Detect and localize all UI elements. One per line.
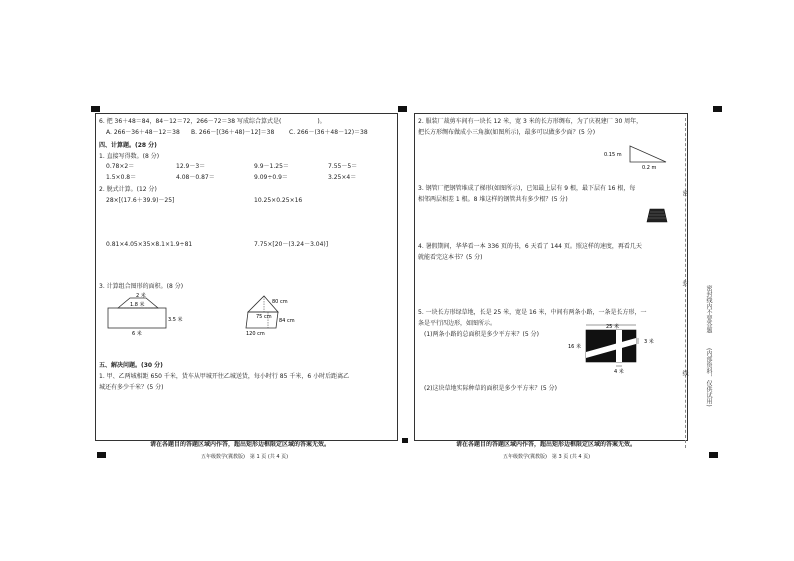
problem-5-question-1: (1)两条小路的总面积是多少平方米？(5 分) xyxy=(424,331,539,338)
problem-5-line2: 条是平行四边形，如图所示。 xyxy=(418,320,497,327)
page-footer: 五年级数学(冀教版) 第 1 页 (共 4 页) xyxy=(201,454,289,460)
step-calc-item: 10.25×0.25×16 xyxy=(254,197,303,204)
figure-rectangle xyxy=(108,308,166,328)
flag-triangle-figure xyxy=(604,140,674,170)
problem-5-question-2: (2)这块草地实际种草的面积是多少平方米？(5 分) xyxy=(424,385,557,392)
fig2-label-bottom: 120 cm xyxy=(246,331,265,337)
composite-figure-house xyxy=(100,290,183,338)
problem-3-line1: 3. 钢管厂把钢管堆成了梯形(如图所示)，已知最上层有 9 根，最下层有 16 根，每 xyxy=(418,185,636,192)
problem-1-line1: 1. 甲、乙两城相距 650 千米，货车从甲城开往乙城送货，每小时行 85 千米，6 小时后距离乙 xyxy=(99,373,350,380)
section-5-heading: 五、解决问题。(30 分) xyxy=(99,362,163,369)
lawn-width-label: 16 米 xyxy=(568,344,581,350)
step-calc-title: 2. 脱式计算。(12 分) xyxy=(99,186,157,193)
registration-mark xyxy=(97,452,106,458)
registration-mark xyxy=(402,438,408,443)
problem-2-line1: 2. 服装厂裁剪车间有一块长 12 米，宽 3 米的长方形绸布，为了庆祝建厂 30 周年， xyxy=(418,118,643,125)
direct-calc-item: 12.9－3＝ xyxy=(176,163,206,170)
direct-calc-item: 4.08－0.87＝ xyxy=(176,174,215,181)
direct-calc-item: 3.25×4＝ xyxy=(328,174,357,181)
direct-calc-item: 9.09÷0.9＝ xyxy=(254,174,288,181)
flag-height-label: 0.15 m xyxy=(604,152,622,158)
q6-option-c: C. 266－(36＋48－12)＝38 xyxy=(289,129,368,136)
fig1-label-mid: 1.8 米 xyxy=(130,302,145,308)
direct-calc-title: 1. 直接写得数。(8 分) xyxy=(99,153,160,160)
problem-1-line2: 城还有多少千米？(5 分) xyxy=(99,384,164,391)
road-width-label-2: 4 米 xyxy=(614,369,624,375)
step-calc-item: 28×[(17.6＋39.9)－25] xyxy=(106,197,175,204)
fig2-label-mid: 75 cm xyxy=(256,314,272,320)
direct-calc-item: 7.55－5＝ xyxy=(328,163,358,170)
binding-xian-char: 线 xyxy=(681,370,688,376)
registration-mark xyxy=(91,106,100,112)
problem-2-line2: 把长方形绸布做成小三角旗(如图所示)，最多可以做多少面？(5 分) xyxy=(418,129,596,136)
lawn-length-label: 25 米 xyxy=(606,324,619,330)
fig2-label-top: 80 cm xyxy=(272,299,288,305)
fig1-label-bottom: 6 米 xyxy=(132,331,142,337)
step-calc-item: 7.75×[20－(3.24－3.04)] xyxy=(254,241,329,248)
road-width-label-1: 3 米 xyxy=(644,339,654,345)
lawn-figure xyxy=(568,322,662,375)
answer-area-notice: 请在各题目的答题区域内作答，超出矩形边框限定区域的答案无效。 xyxy=(456,441,637,448)
area-question-title: 3. 计算组合图形的面积。(8 分) xyxy=(99,283,184,290)
direct-calc-item: 9.9－1.25＝ xyxy=(254,163,289,170)
direct-calc-item: 0.78×2＝ xyxy=(106,163,135,170)
problem-4-line2: 就能看完这本书？(5 分) xyxy=(418,254,483,261)
flag-width-label: 0.2 m xyxy=(642,165,657,171)
answer-area-notice: 请在各题目的答题区域内作答，超出矩形边框限定区域的答案无效。 xyxy=(150,441,331,448)
registration-mark xyxy=(713,106,722,112)
composite-figure-triangle-parallelogram xyxy=(238,292,308,338)
q6-text: 6. 把 36＋48＝84，84－12＝72，266－72＝38 写成综合算式是( )。 xyxy=(99,118,326,125)
q6-option-a: A. 266－36＋48－12＝38 xyxy=(106,129,180,136)
problem-5-line1: 5. 一块长方形绿草地，长是 25 米，宽是 16 米，中间有两条小路，一条是长方形，一 xyxy=(418,309,647,316)
q6-option-b: B. 266－[(36＋48)－12]＝38 xyxy=(191,129,275,136)
problem-3-line2: 相邻两层相差 1 根。8 堆这样的钢管共有多少根？(5 分) xyxy=(418,196,568,203)
fig1-label-right: 3.5 米 xyxy=(168,317,183,323)
page-footer: 五年级数学(冀教版) 第 3 页 (共 4 页) xyxy=(503,454,591,460)
direct-calc-item: 1.5×0.8＝ xyxy=(106,174,137,181)
binding-seal-char: 密 xyxy=(681,190,688,196)
step-calc-item: 0.81×4.05×35×8.1×1.9÷81 xyxy=(106,241,193,248)
problem-4-line1: 4. 暑假期间，华华看一本 336 页的书，6 天看了 144 页。照这样的速度，再看几天 xyxy=(418,243,642,250)
fig1-label-top: 2 米 xyxy=(136,293,146,299)
registration-mark xyxy=(398,106,407,112)
binding-warning-text: 密封线内不要答题 xyxy=(705,285,712,333)
section-4-heading: 四、计算题。(28 分) xyxy=(99,142,157,149)
registration-mark xyxy=(709,452,718,458)
road-rectangle xyxy=(616,330,622,362)
fig2-label-right: 84 cm xyxy=(279,318,295,324)
binding-internal-note: (内部资料，仅供试用) xyxy=(705,348,712,407)
pipe-stack-figure xyxy=(646,207,668,225)
binding-feng-char: 封 xyxy=(681,280,688,286)
